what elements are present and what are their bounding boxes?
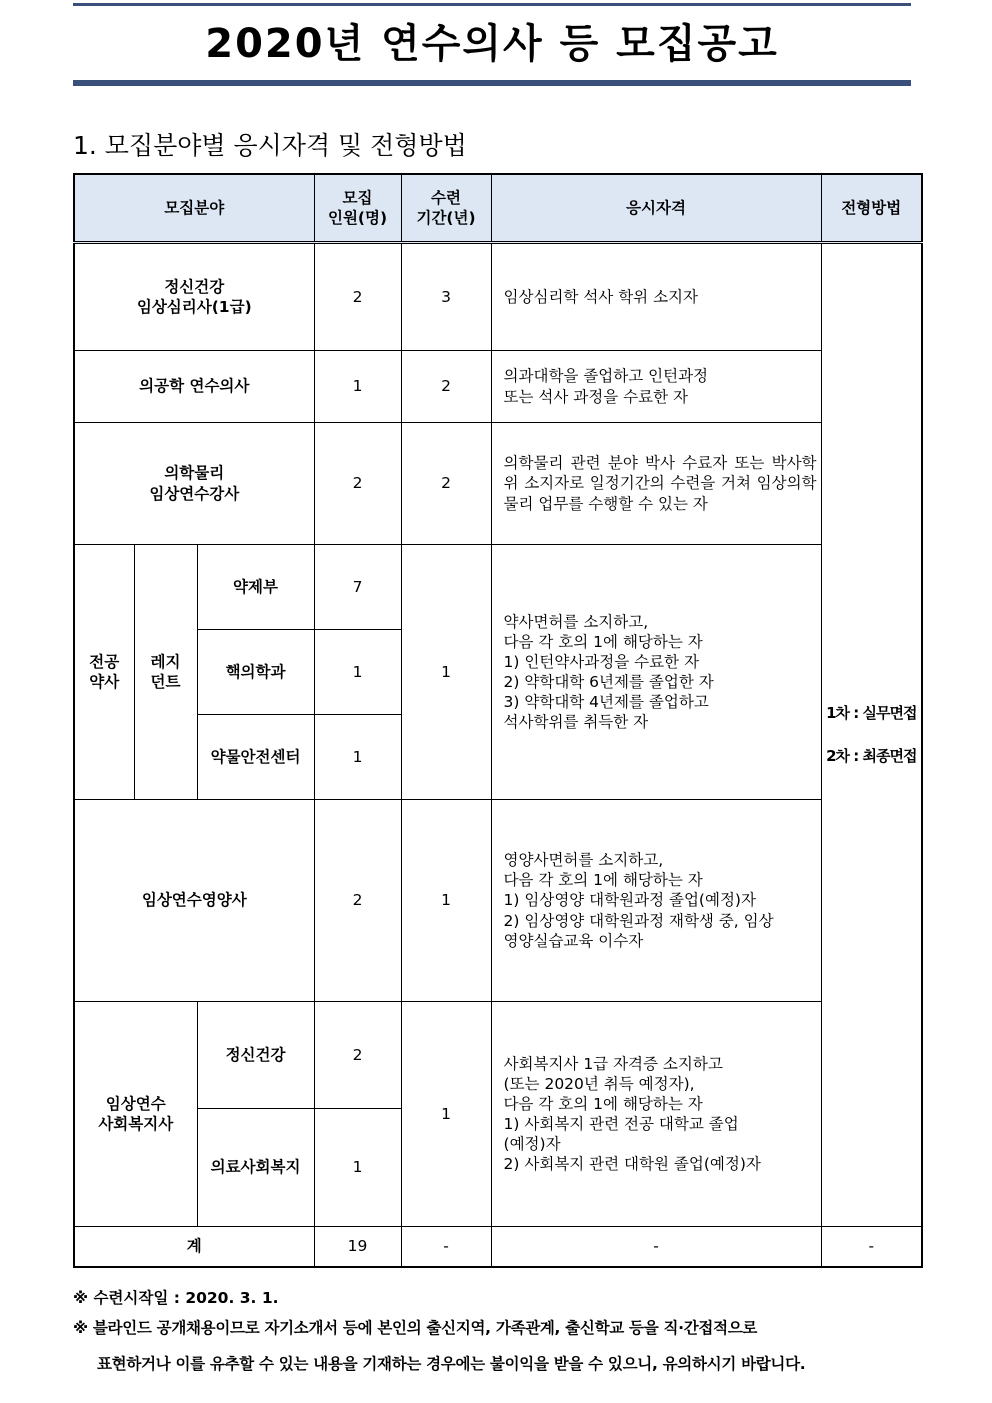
title-bottom-rule (73, 80, 911, 86)
qualification-cell: 영양사면허를 소지하고, 다음 각 호의 1에 해당하는 자 1) 임상영양 대학원과정 졸업(예정)자 2) 임상영양 대학원과정 재학생 중, 임상 영양실습교육 이수자 (491, 800, 821, 1002)
total-qualification: - (491, 1227, 821, 1267)
qualification-cell: 의학물리 관련 분야 박사 수료자 또는 박사학위 소지자로 일정기간의 수련을 거쳐 임상의학물리 업무를 수행할 수 있는 자 (491, 423, 821, 545)
qualification-cell: 약사면허를 소지하고, 다음 각 호의 1에 해당하는 자 1) 인턴약사과정을 수료한 자 2) 약학대학 6년제를 졸업한 자 3) 약학대학 4년제를 졸업하고 석사학위를 취득한 자 (491, 545, 821, 800)
header-qualification: 응시자격 (491, 174, 821, 243)
table-row (74, 1002, 922, 1109)
count-cell: 7 (314, 545, 401, 630)
sub-field-cell: 의료사회복지 (197, 1109, 314, 1227)
total-period: - (401, 1227, 491, 1267)
count-cell: 1 (314, 630, 401, 715)
table-row (74, 243, 922, 351)
selection-cell (821, 243, 922, 1227)
period-cell: 1 (401, 545, 491, 800)
field-cell: 정신건강 임상심리사(1급) (74, 243, 314, 351)
recruitment-table (73, 173, 923, 1268)
table-row (74, 423, 922, 545)
count-cell: 1 (314, 351, 401, 423)
header-period: 수련 기간(년) (401, 174, 491, 243)
sub-field-cell: 약제부 (197, 545, 314, 630)
period-cell: 3 (401, 243, 491, 351)
selection-first: 1차 : 실무면접 (826, 703, 917, 722)
header-field: 모집분야 (74, 174, 314, 243)
table-row (74, 545, 922, 630)
title-top-rule (73, 3, 911, 6)
total-row (74, 1227, 922, 1267)
period-cell: 2 (401, 423, 491, 545)
sub-field-cell: 핵의학과 (197, 630, 314, 715)
header-count: 모집 인원(명) (314, 174, 401, 243)
count-cell: 2 (314, 1002, 401, 1109)
sub-field-cell: 약물안전센터 (197, 715, 314, 800)
field-cell: 임상연수영양사 (74, 800, 314, 1002)
section-heading: 1. 모집분야별 응시자격 및 전형방법 (73, 131, 467, 160)
period-cell: 1 (401, 800, 491, 1002)
field-cell: 의학물리 임상연수강사 (74, 423, 314, 545)
selection-second: 2차 : 최종면접 (826, 747, 917, 765)
qualification-cell: 임상심리학 석사 학위 소지자 (491, 243, 821, 351)
table-row (74, 800, 922, 1002)
sub-field-cell: 정신건강 (197, 1002, 314, 1109)
resident-group-cell: 레지 던트 (134, 545, 197, 800)
count-cell: 2 (314, 243, 401, 351)
qualification-cell: 의과대학을 졸업하고 인턴과정 또는 석사 과정을 수료한 자 (491, 351, 821, 423)
page-title: 2020년 연수의사 등 모집공고 (205, 21, 779, 67)
total-count: 19 (314, 1227, 401, 1267)
total-selection: - (821, 1227, 922, 1267)
social-group-cell: 임상연수 사회복지사 (74, 1002, 197, 1227)
note-start-date: ※ 수련시작일 : 2020. 3. 1. (73, 1289, 279, 1307)
header-selection: 전형방법 (821, 174, 922, 243)
pharm-group-cell: 전공 약사 (74, 545, 134, 800)
table-row (74, 351, 922, 423)
note-blind-line2: 표현하거나 이를 유추할 수 있는 내용을 기재하는 경우에는 불이익을 받을 수 있으니, 유의하시기 바랍니다. (97, 1355, 806, 1373)
count-cell: 2 (314, 800, 401, 1002)
period-cell: 1 (401, 1002, 491, 1227)
count-cell: 1 (314, 715, 401, 800)
table-header-row (74, 174, 922, 243)
period-cell: 2 (401, 351, 491, 423)
field-cell: 의공학 연수의사 (74, 351, 314, 423)
count-cell: 1 (314, 1109, 401, 1227)
count-cell: 2 (314, 423, 401, 545)
total-label: 계 (74, 1227, 314, 1267)
qualification-cell: 사회복지사 1급 자격증 소지하고 (또는 2020년 취득 예정자), 다음 각 호의 1에 해당하는 자 1) 사회복지 관련 전공 대학교 졸업 (예정)자 2) 사회복지 관련 대학원 졸업(예정)자 (491, 1002, 821, 1227)
note-blind-line1: ※ 블라인드 공개채용이므로 자기소개서 등에 본인의 출신지역, 가족관계, 출신학교 등을 직·간접적으로 (73, 1319, 758, 1337)
